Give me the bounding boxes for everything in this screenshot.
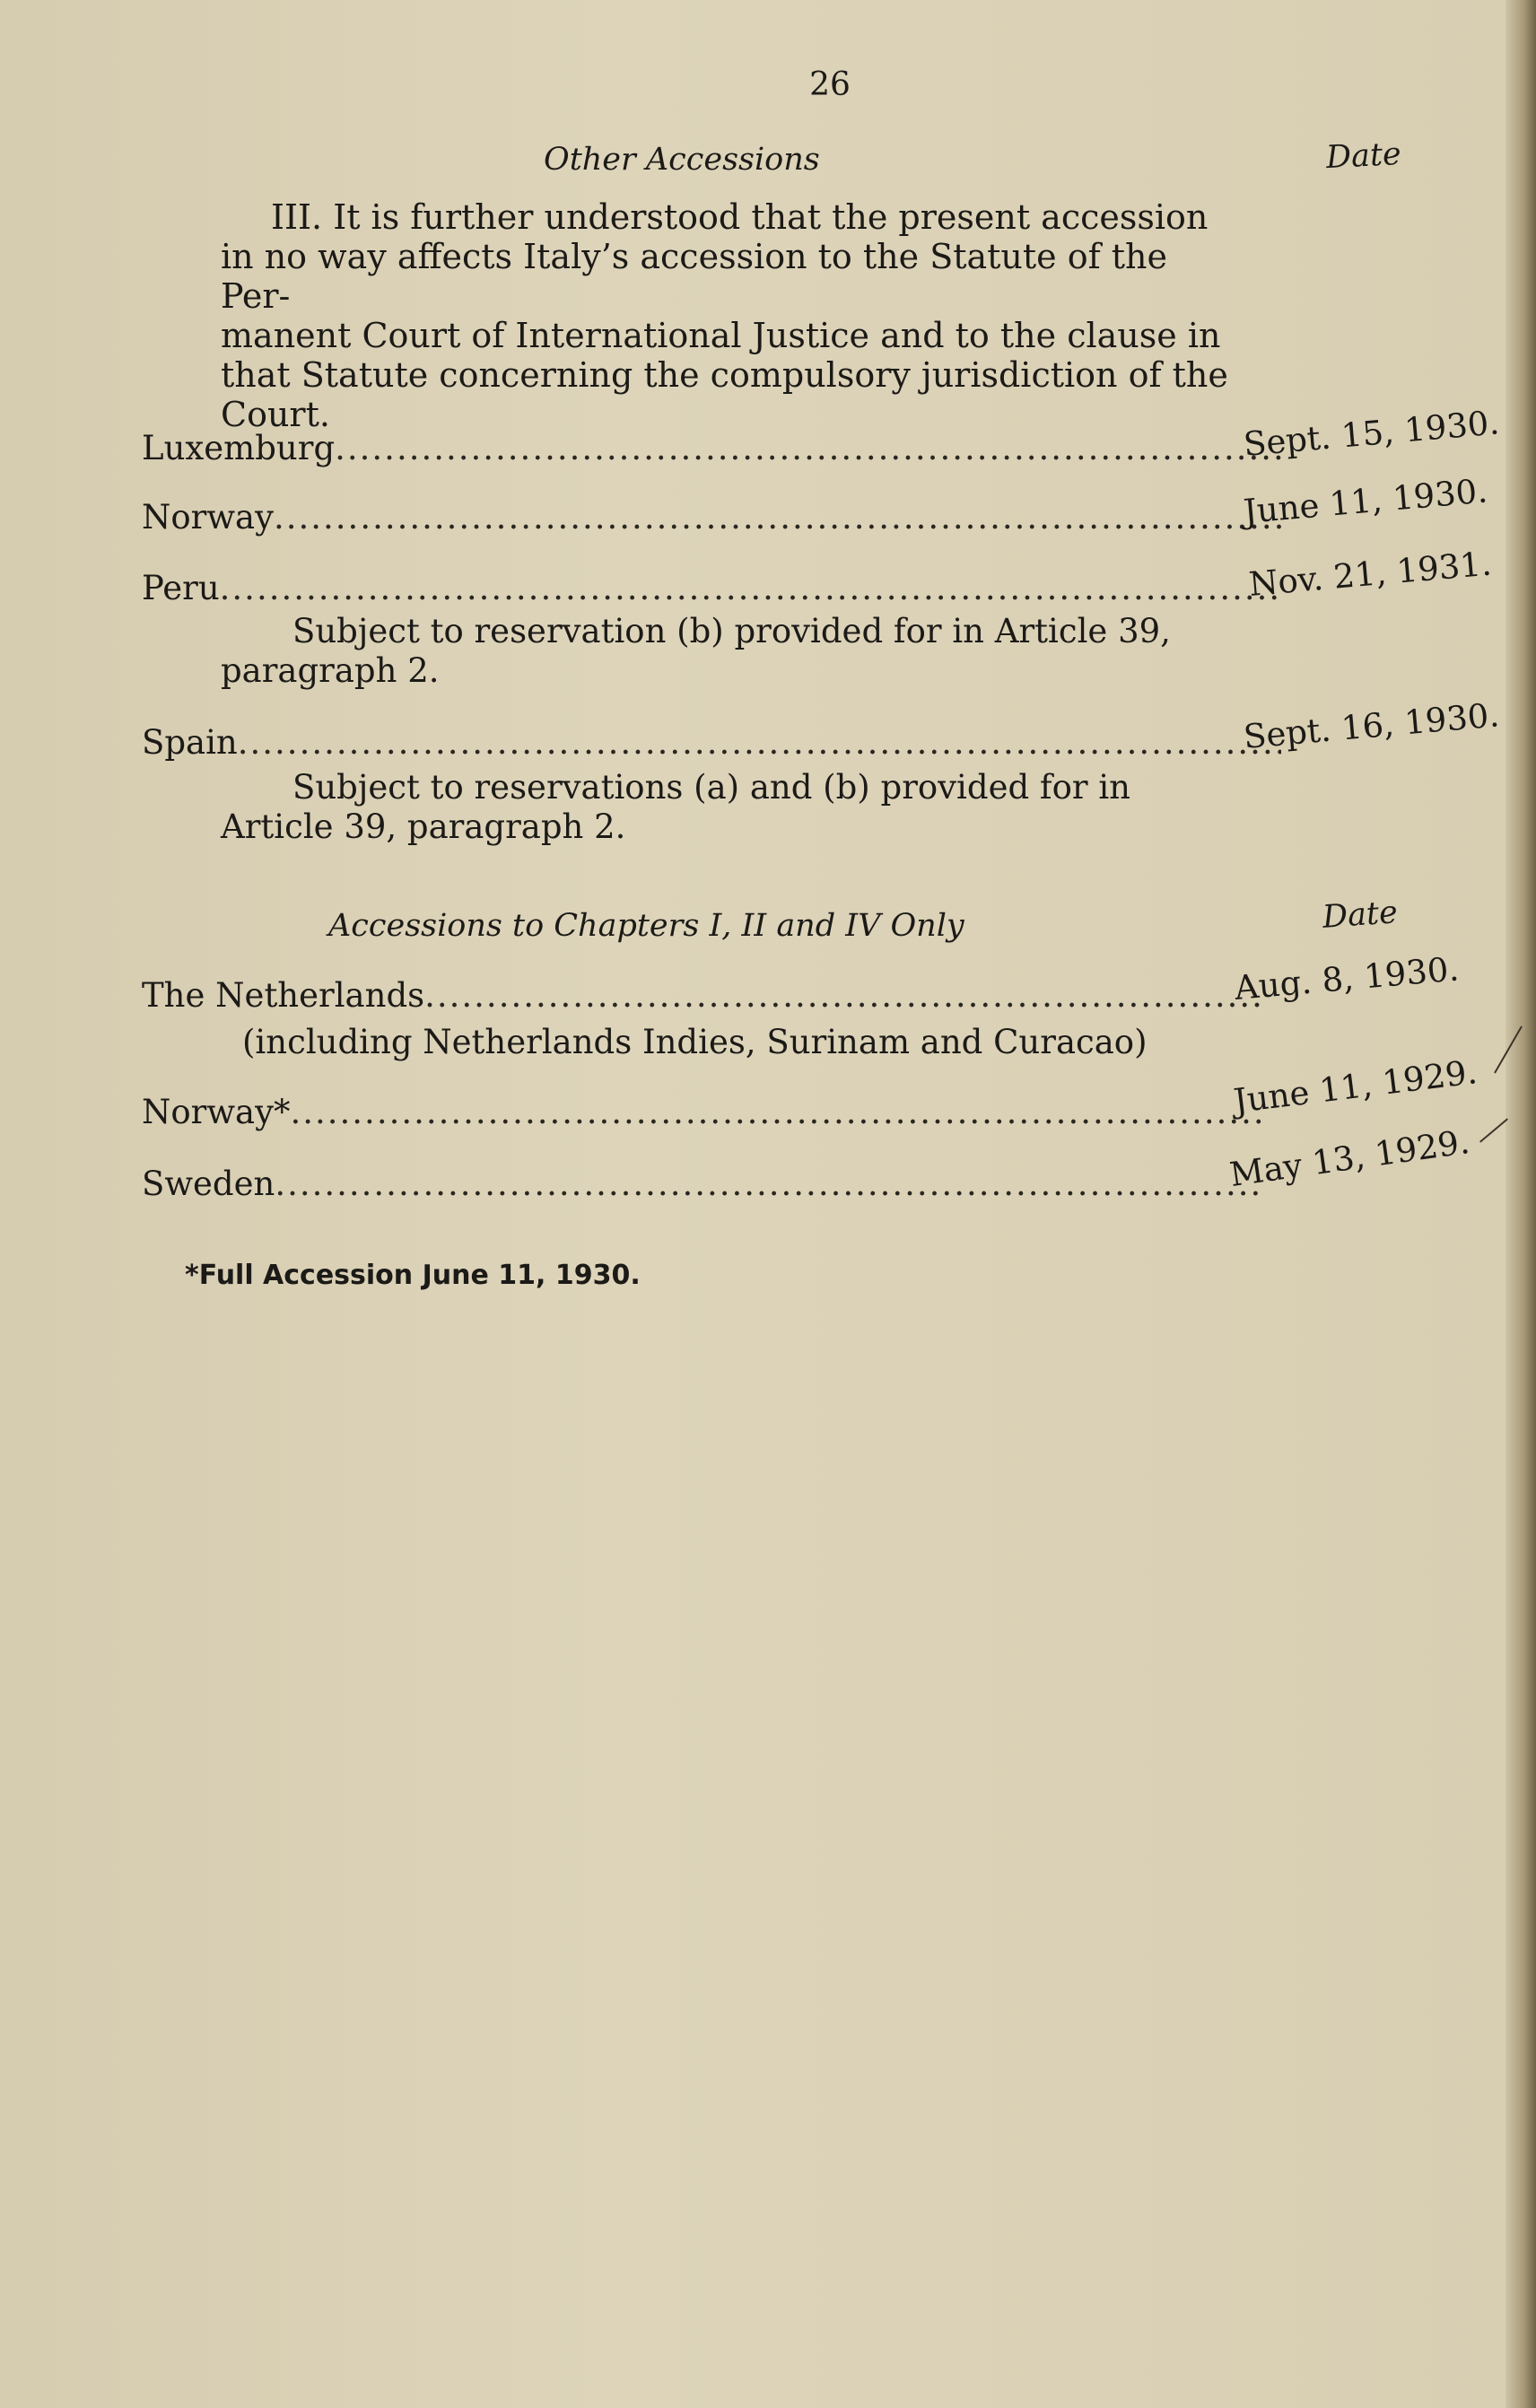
- entry-date: Nov. 21, 1931.: [1247, 544, 1494, 604]
- entry-name: Spain: [142, 723, 238, 762]
- note-line: Subject to reservation (b) provided for in Article 39,: [292, 612, 1171, 650]
- entry-row-spain: [142, 723, 1281, 762]
- entry-row-norway: [142, 498, 1281, 537]
- paragraph-line: III. It is further understood that the present accession: [271, 197, 1209, 237]
- entry-date: Sept. 16, 1930.: [1242, 695, 1501, 756]
- margin-mark: [1479, 1118, 1508, 1142]
- section-heading-chapters: Accessions to Chapters I, II and IV Only: [328, 908, 964, 944]
- entry-date: Sept. 15, 1930.: [1242, 403, 1501, 464]
- leader-dots: [274, 498, 1281, 537]
- entry-date: Aug. 8, 1930.: [1233, 949, 1461, 1008]
- date-column-heading: Date: [1321, 894, 1400, 936]
- entry-name: Sweden: [142, 1165, 275, 1203]
- entry-name: Luxemburg: [142, 429, 336, 467]
- entry-date: May 13, 1929.: [1227, 1121, 1472, 1194]
- paragraph-iii: [221, 197, 1244, 434]
- entry-name: Peru: [142, 569, 220, 607]
- date-column-heading: Date: [1325, 135, 1402, 177]
- reservation-note-spain: [221, 768, 1244, 847]
- entry-row-luxemburg: [142, 429, 1281, 467]
- reservation-note-peru: [221, 612, 1244, 691]
- entry-name: The Netherlands: [142, 976, 425, 1015]
- leader-dots: [290, 1093, 1263, 1131]
- bleed-through-texture: [135, 1274, 1391, 2351]
- section-heading-other-accessions: Other Accessions: [544, 142, 820, 178]
- entry-date: June 11, 1930.: [1242, 471, 1489, 531]
- entry-row-sweden: [142, 1165, 1263, 1203]
- entry-name: Norway*: [142, 1093, 291, 1131]
- paragraph-line: Court.: [221, 395, 330, 434]
- paragraph-line: in no way affects Italy’s accession to the Statute of the Per-: [221, 237, 1167, 316]
- entry-name: Norway: [142, 498, 274, 537]
- page-number: 26: [809, 66, 851, 103]
- leader-dots: [335, 429, 1281, 467]
- paragraph-line: manent Court of International Justice and to the clause in: [221, 316, 1221, 355]
- entry-date: June 11, 1929.: [1231, 1052, 1479, 1121]
- note-line: paragraph 2.: [221, 651, 440, 690]
- paragraph-line: that Statute concerning the compulsory jurisdiction of the: [221, 355, 1228, 395]
- entry-row-norway-star: [142, 1093, 1263, 1131]
- leader-dots: [424, 976, 1263, 1015]
- note-line: Article 39, paragraph 2.: [221, 807, 626, 846]
- netherlands-note: (including Netherlands Indies, Surinam and Curacao): [242, 1023, 1148, 1061]
- page-edge-shadow: [1505, 0, 1536, 2408]
- entry-row-netherlands: [142, 976, 1263, 1015]
- leader-dots: [220, 569, 1281, 607]
- note-line: Subject to reservations (a) and (b) provided for in: [292, 768, 1130, 807]
- footnote: *Full Accession June 11, 1930.: [185, 1260, 641, 1291]
- leader-dots: [275, 1165, 1263, 1203]
- leader-dots: [238, 723, 1281, 762]
- entry-row-peru: [142, 569, 1281, 607]
